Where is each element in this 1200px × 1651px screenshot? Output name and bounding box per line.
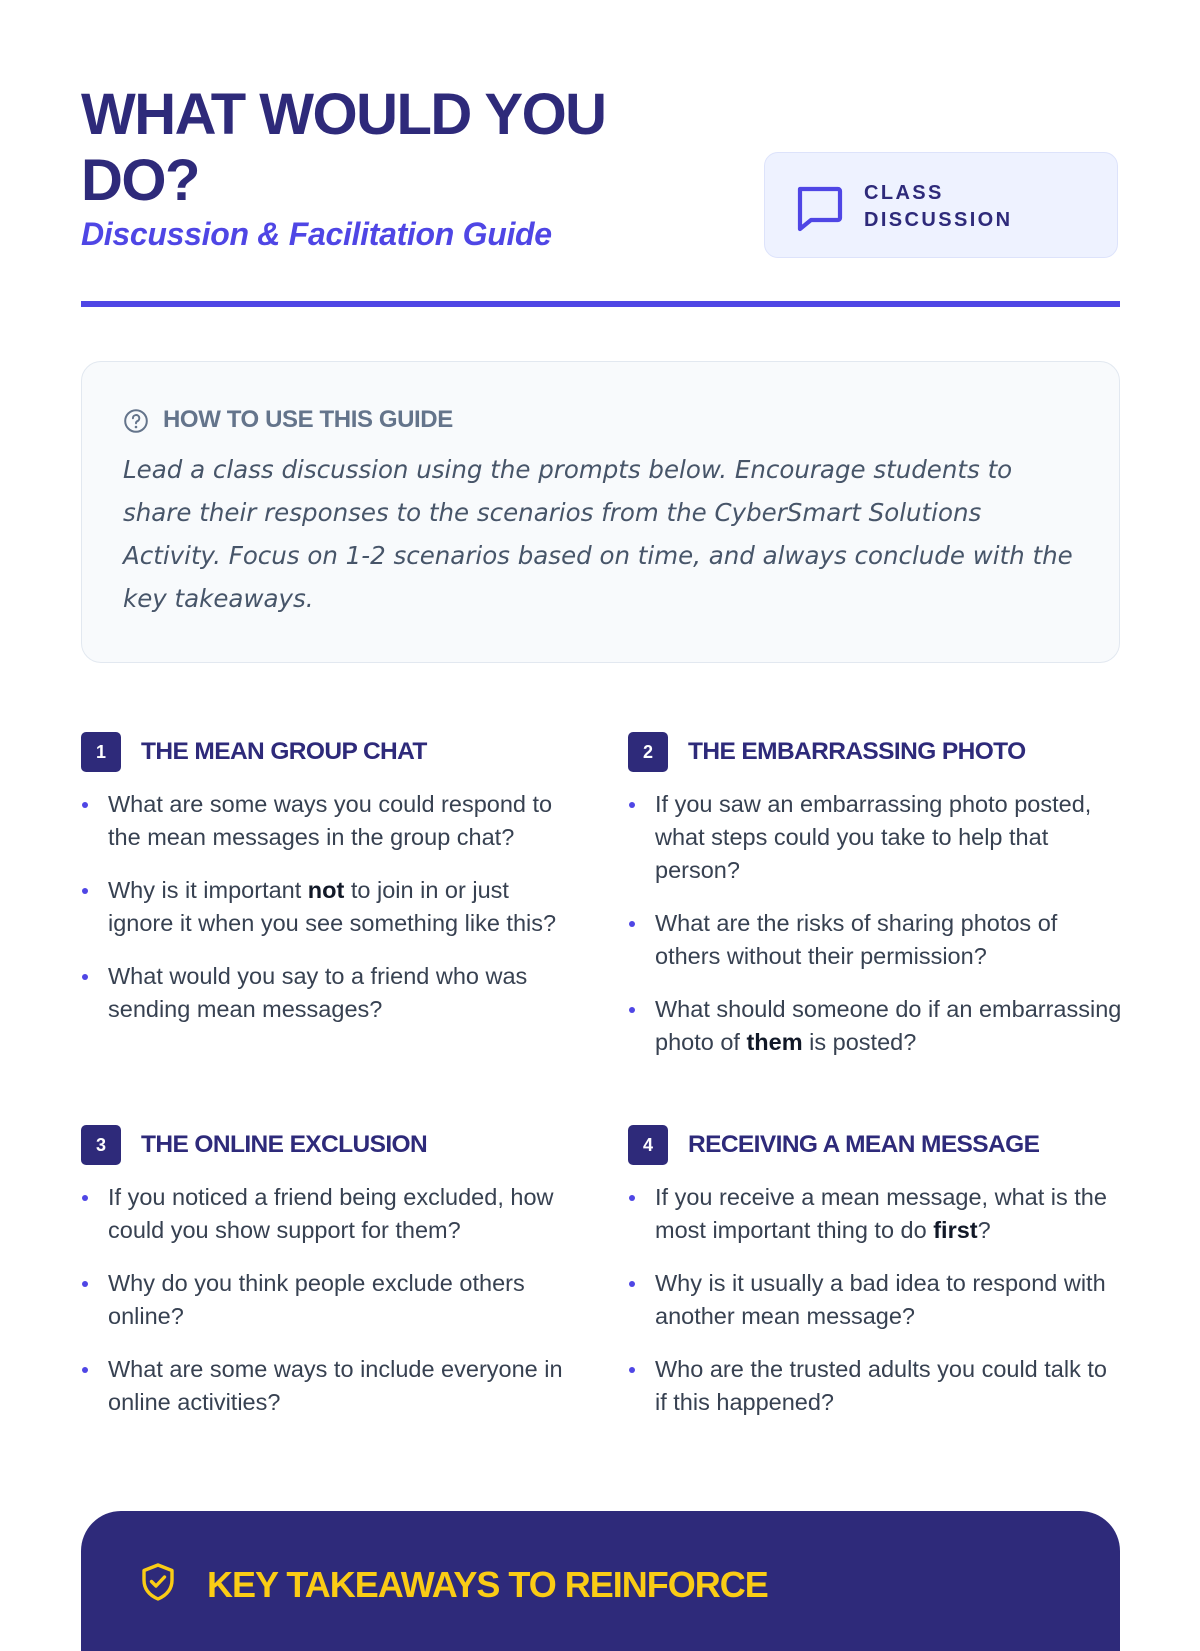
how-to-text: Lead a class discussion using the prompts below. Encourage students to share their responses to the scenarios from the CyberSmart Solutions Activity. Focus on 1-2 scenarios based on time, and always conclude with the key takeaways. <box>123 455 1073 613</box>
page-title: WHAT WOULD YOU DO? <box>81 82 606 213</box>
scenario-title: RECEIVING A MEAN MESSAGE <box>688 1131 1040 1158</box>
scenario-number-badge: 1 <box>81 732 121 772</box>
scenario-title: THE EMBARRASSING PHOTO <box>688 738 1026 765</box>
badge-label: CLASS DISCUSSION <box>864 182 1013 231</box>
scenario-title: THE MEAN GROUP CHAT <box>141 738 427 765</box>
class-discussion-badge <box>764 152 1118 258</box>
key-takeaways-panel <box>81 1511 1120 1651</box>
how-to-title: HOW TO USE THIS GUIDE <box>163 406 453 433</box>
emphasis-text: them <box>746 1029 803 1055</box>
emphasis-text: first <box>933 1217 978 1243</box>
discussion-prompt: Who are the trusted adults you could talk to if this happened? <box>628 1353 1122 1419</box>
how-to-use-box <box>81 361 1120 663</box>
key-takeaways-title: KEY TAKEAWAYS TO REINFORCE <box>207 1564 768 1605</box>
header-divider <box>81 301 1120 307</box>
discussion-prompt: What should someone do if an embarrassing photo of them is posted? <box>628 993 1122 1059</box>
discussion-prompt: What are some ways to include everyone in online activities? <box>81 1353 575 1419</box>
discussion-prompt: Why do you think people exclude others online? <box>81 1267 575 1333</box>
prompt-list <box>628 1181 1122 1439</box>
scenario-heading <box>628 1125 1122 1165</box>
discussion-prompt: Why is it important not to join in or just ignore it when you see something like this? <box>81 874 575 940</box>
discussion-prompt: What are some ways you could respond to the mean messages in the group chat? <box>81 788 575 854</box>
emphasis-text: not <box>307 877 345 903</box>
scenario-title: THE ONLINE EXCLUSION <box>141 1131 428 1158</box>
prompt-list <box>81 788 575 1046</box>
scenario-number-badge: 3 <box>81 1125 121 1165</box>
question-circle-icon <box>123 408 149 434</box>
guide-header <box>81 82 1120 272</box>
scenario-number-badge: 4 <box>628 1125 668 1165</box>
prompt-list <box>81 1181 575 1439</box>
discussion-prompt: What would you say to a friend who was sending mean messages? <box>81 960 575 1026</box>
shield-check-icon <box>137 1561 179 1603</box>
discussion-prompt: Why is it usually a bad idea to respond with another mean message? <box>628 1267 1122 1333</box>
discussion-prompt: What are the risks of sharing photos of others without their permission? <box>628 907 1122 973</box>
discussion-guide-page <box>81 0 1122 1605</box>
scenario-heading <box>81 1125 575 1165</box>
prompt-list <box>628 788 1122 1079</box>
discussion-prompt: If you saw an embarrassing photo posted, what steps could you take to help that person? <box>628 788 1122 887</box>
chat-bubble-icon <box>793 183 845 235</box>
scenario-number-badge: 2 <box>628 732 668 772</box>
discussion-prompt: If you noticed a friend being excluded, how could you show support for them? <box>81 1181 575 1247</box>
discussion-prompt: If you receive a mean message, what is the most important thing to do first? <box>628 1181 1122 1247</box>
scenario-heading <box>81 732 575 772</box>
scenario-heading <box>628 732 1122 772</box>
page-subtitle: Discussion & Facilitation Guide <box>81 216 552 252</box>
